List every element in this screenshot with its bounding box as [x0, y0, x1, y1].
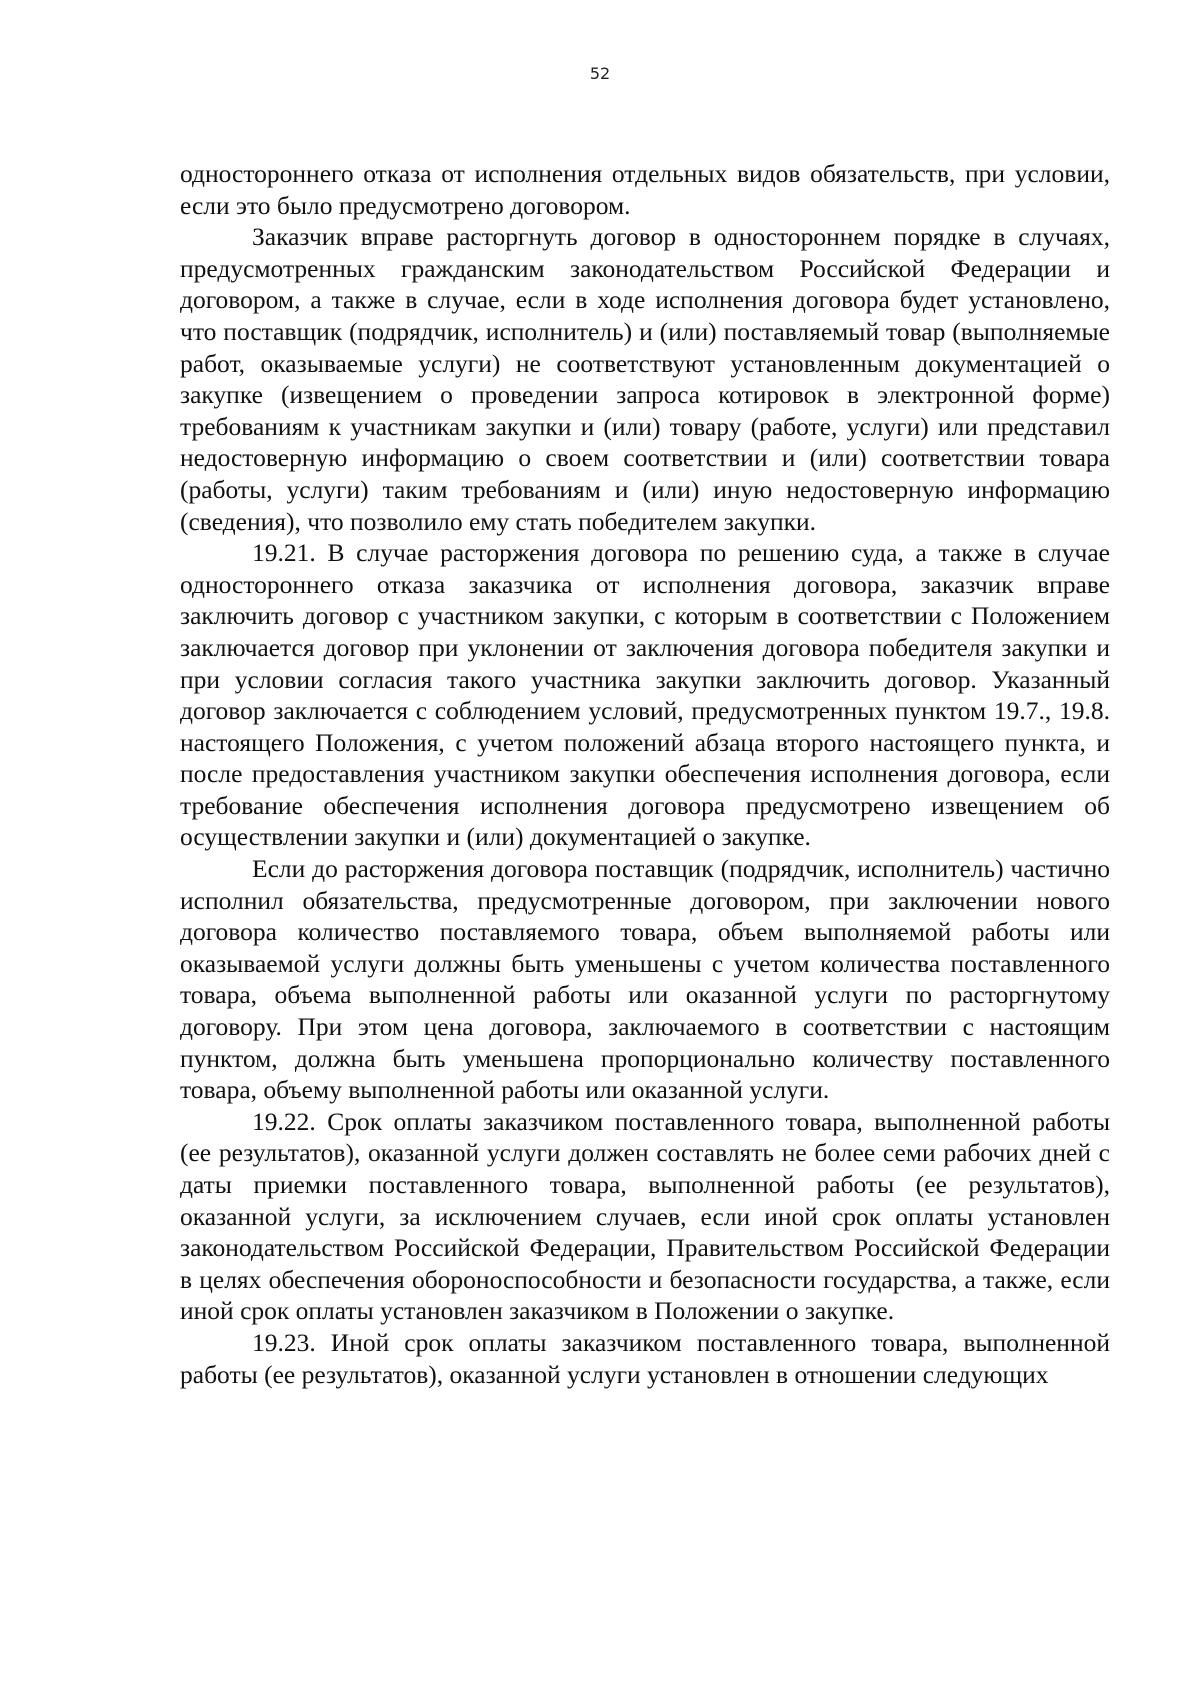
- paragraph-19-22: 19.22. Срок оплаты заказчиком поставленного товара, выполненной работы (ее результатов), оказанной услуги должен составлять не более семи рабочих дней с даты приемки поставленного товара, выполненной работы (ее результатов), оказанной услуги, за исключением случаев, если иной срок оплаты установлен законодательством Российской Федерации, Правительством Российской Федерации в целях обеспечения обороноспособности и безопасности государства, а также, если иной срок оплаты установлен заказчиком в Положении о закупке.: [180, 1106, 1110, 1326]
- paragraph-19-21: 19.21. В случае расторжения договора по решению суда, а также в случае одностороннего отказа заказчика от исполнения договора, заказчик вправе заключить договор с участником закупки, с которым в соответствии с Положением заключается договор при уклонении от заключения договора победителя закупки и при условии согласия такого участника закупки заключить договор. Указанный договор заключается с соблюдением условий, предусмотренных пунктом 19.7., 19.8. настоящего Положения, с учетом положений абзаца второго настоящего пункта, и после предоставления участником закупки обеспечения исполнения договора, если требование обеспечения исполнения договора предусмотрено извещением об осуществлении закупки и (или) документацией о закупке.: [180, 538, 1110, 852]
- paragraph-partial-performance: Если до расторжения договора поставщик (подрядчик, исполнитель) частично исполнил обязательства, предусмотренные договором, при заключении нового договора количество поставляемого товара, объем выполняемой работы или оказываемой услуги должны быть уменьшены с учетом количества поставленного товара, объема выполненной работы или оказанной услуги по расторгнутому договору. При этом цена договора, заключаемого в соответствии с настоящим пунктом, должна быть уменьшена пропорционально количеству поставленного товара, объему выполненной работы или оказанной услуги.: [180, 854, 1110, 1105]
- paragraph-19-23: 19.23. Иной срок оплаты заказчиком поставленного товара, выполненной работы (ее результатов), оказанной услуги установлен в отношении следующих: [180, 1327, 1110, 1389]
- document-body: [180, 158, 1110, 1390]
- paragraph-continuation: одностороннего отказа от исполнения отдельных видов обязательств, при условии, если это было предусмотрено договором.: [180, 159, 1110, 220]
- page-number: 52: [589, 64, 611, 83]
- paragraph-customer-termination: Заказчик вправе расторгнуть договор в одностороннем порядке в случаях, предусмотренных гражданским законодательством Российской Федерации и договором, а также в случае, если в ходе исполнения договора будет установлено, что поставщик (подрядчик, исполнитель) и (или) поставляемый товар (выполняемые работ, оказываемые услуги) не соответствуют установленным документацией о закупке (извещением о проведении запроса котировок в электронной форме) требованиям к участникам закупки и (или) товару (работе, услуги) или представил недостоверную информацию о своем соответствии и (или) соответствии товара (работы, услуги) таким требованиям и (или) иную недостоверную информацию (сведения), что позволило ему стать победителем закупки.: [180, 222, 1110, 536]
